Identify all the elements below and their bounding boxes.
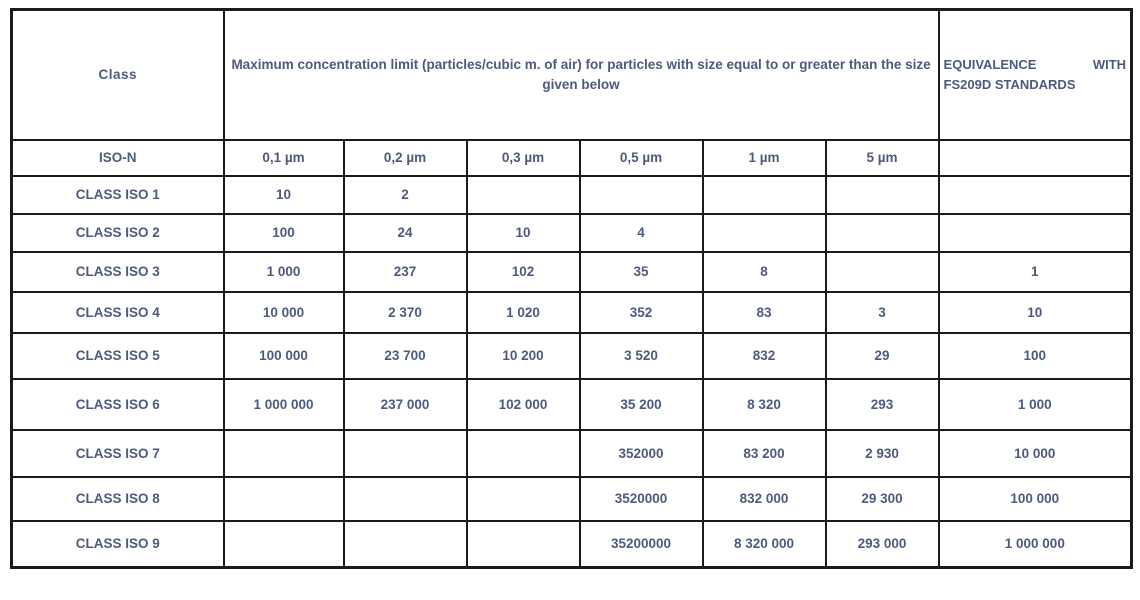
value-cell — [467, 477, 580, 521]
size-header-cell: 0,3 µm — [467, 140, 580, 176]
size-header-cell: 0,5 µm — [580, 140, 703, 176]
value-cell: 10 200 — [467, 333, 580, 379]
value-cell — [467, 176, 580, 214]
iso-class-table — [10, 8, 1133, 569]
value-cell: 1 000 000 — [224, 379, 344, 430]
row-label-cell: CLASS ISO 6 — [12, 379, 224, 430]
value-cell: 100 000 — [224, 333, 344, 379]
value-cell — [580, 176, 703, 214]
value-cell: 3 — [826, 292, 939, 333]
value-cell: 35 200 — [580, 379, 703, 430]
value-cell: 237 — [344, 252, 467, 292]
value-cell — [224, 430, 344, 477]
size-header-cell: 0,2 µm — [344, 140, 467, 176]
row-label-cell: CLASS ISO 3 — [12, 252, 224, 292]
value-cell — [939, 214, 1132, 252]
value-cell: 832 000 — [703, 477, 826, 521]
value-cell — [344, 477, 467, 521]
value-cell — [703, 214, 826, 252]
value-cell: 2 — [344, 176, 467, 214]
value-cell: 237 000 — [344, 379, 467, 430]
row-label-cell: CLASS ISO 1 — [12, 176, 224, 214]
value-cell: 293 — [826, 379, 939, 430]
value-cell: 352 — [580, 292, 703, 333]
value-cell: 2 930 — [826, 430, 939, 477]
row-label-cell: CLASS ISO 8 — [12, 477, 224, 521]
value-cell — [224, 521, 344, 568]
row-label-cell: CLASS ISO 9 — [12, 521, 224, 568]
table-row — [12, 214, 1132, 252]
value-cell — [224, 477, 344, 521]
row-label-cell: CLASS ISO 5 — [12, 333, 224, 379]
value-cell — [826, 214, 939, 252]
row-label-cell: CLASS ISO 7 — [12, 430, 224, 477]
value-cell: 10 — [224, 176, 344, 214]
value-cell — [703, 176, 826, 214]
size-header-cell — [939, 140, 1132, 176]
value-cell: 2 370 — [344, 292, 467, 333]
value-cell: 8 320 000 — [703, 521, 826, 568]
value-cell — [467, 430, 580, 477]
value-cell: 24 — [344, 214, 467, 252]
value-cell: 1 000 000 — [939, 521, 1132, 568]
value-cell: 100 — [939, 333, 1132, 379]
concentration-header-cell: Maximum concentration limit (particles/cubic m. of air) for particles with size equal to or greater than the size given below — [224, 10, 939, 140]
table-row — [12, 292, 1132, 333]
value-cell: 1 000 — [224, 252, 344, 292]
value-cell: 35 — [580, 252, 703, 292]
value-cell — [344, 430, 467, 477]
value-cell: 352000 — [580, 430, 703, 477]
table-row — [12, 333, 1132, 379]
value-cell: 100 000 — [939, 477, 1132, 521]
value-cell: 1 — [939, 252, 1132, 292]
equivalence-header-line2: FS209D STANDARDS — [943, 76, 1076, 92]
value-cell: 3520000 — [580, 477, 703, 521]
value-cell: 10 — [467, 214, 580, 252]
value-cell: 1 000 — [939, 379, 1132, 430]
value-cell: 100 — [224, 214, 344, 252]
equivalence-header-line1: EQUIVALENCE WITH — [943, 56, 1127, 72]
row-label-cell: ISO-N — [12, 140, 224, 176]
row-label-cell: CLASS ISO 4 — [12, 292, 224, 333]
value-cell: 102 000 — [467, 379, 580, 430]
value-cell — [467, 521, 580, 568]
value-cell: 10 — [939, 292, 1132, 333]
value-cell: 29 — [826, 333, 939, 379]
size-header-cell: 0,1 µm — [224, 140, 344, 176]
value-cell: 8 — [703, 252, 826, 292]
value-cell: 832 — [703, 333, 826, 379]
size-header-cell: 5 µm — [826, 140, 939, 176]
table-row — [12, 477, 1132, 521]
value-cell — [344, 521, 467, 568]
class-header-cell: Class — [12, 10, 224, 140]
value-cell — [939, 176, 1132, 214]
value-cell: 1 020 — [467, 292, 580, 333]
value-cell: 23 700 — [344, 333, 467, 379]
value-cell: 35200000 — [580, 521, 703, 568]
value-cell: 3 520 — [580, 333, 703, 379]
iso-classification-sheet — [10, 8, 1130, 569]
table-row — [12, 252, 1132, 292]
table-row — [12, 379, 1132, 430]
value-cell — [826, 176, 939, 214]
value-cell: 83 200 — [703, 430, 826, 477]
value-cell: 102 — [467, 252, 580, 292]
value-cell: 293 000 — [826, 521, 939, 568]
value-cell: 10 000 — [939, 430, 1132, 477]
equivalence-header-cell — [939, 10, 1132, 140]
table-header-row — [12, 10, 1132, 140]
size-header-row — [12, 140, 1132, 176]
value-cell: 83 — [703, 292, 826, 333]
value-cell: 8 320 — [703, 379, 826, 430]
value-cell: 29 300 — [826, 477, 939, 521]
row-label-cell: CLASS ISO 2 — [12, 214, 224, 252]
value-cell — [826, 252, 939, 292]
table-row — [12, 521, 1132, 568]
value-cell: 10 000 — [224, 292, 344, 333]
table-row — [12, 176, 1132, 214]
table-row — [12, 430, 1132, 477]
size-header-cell: 1 µm — [703, 140, 826, 176]
value-cell: 4 — [580, 214, 703, 252]
